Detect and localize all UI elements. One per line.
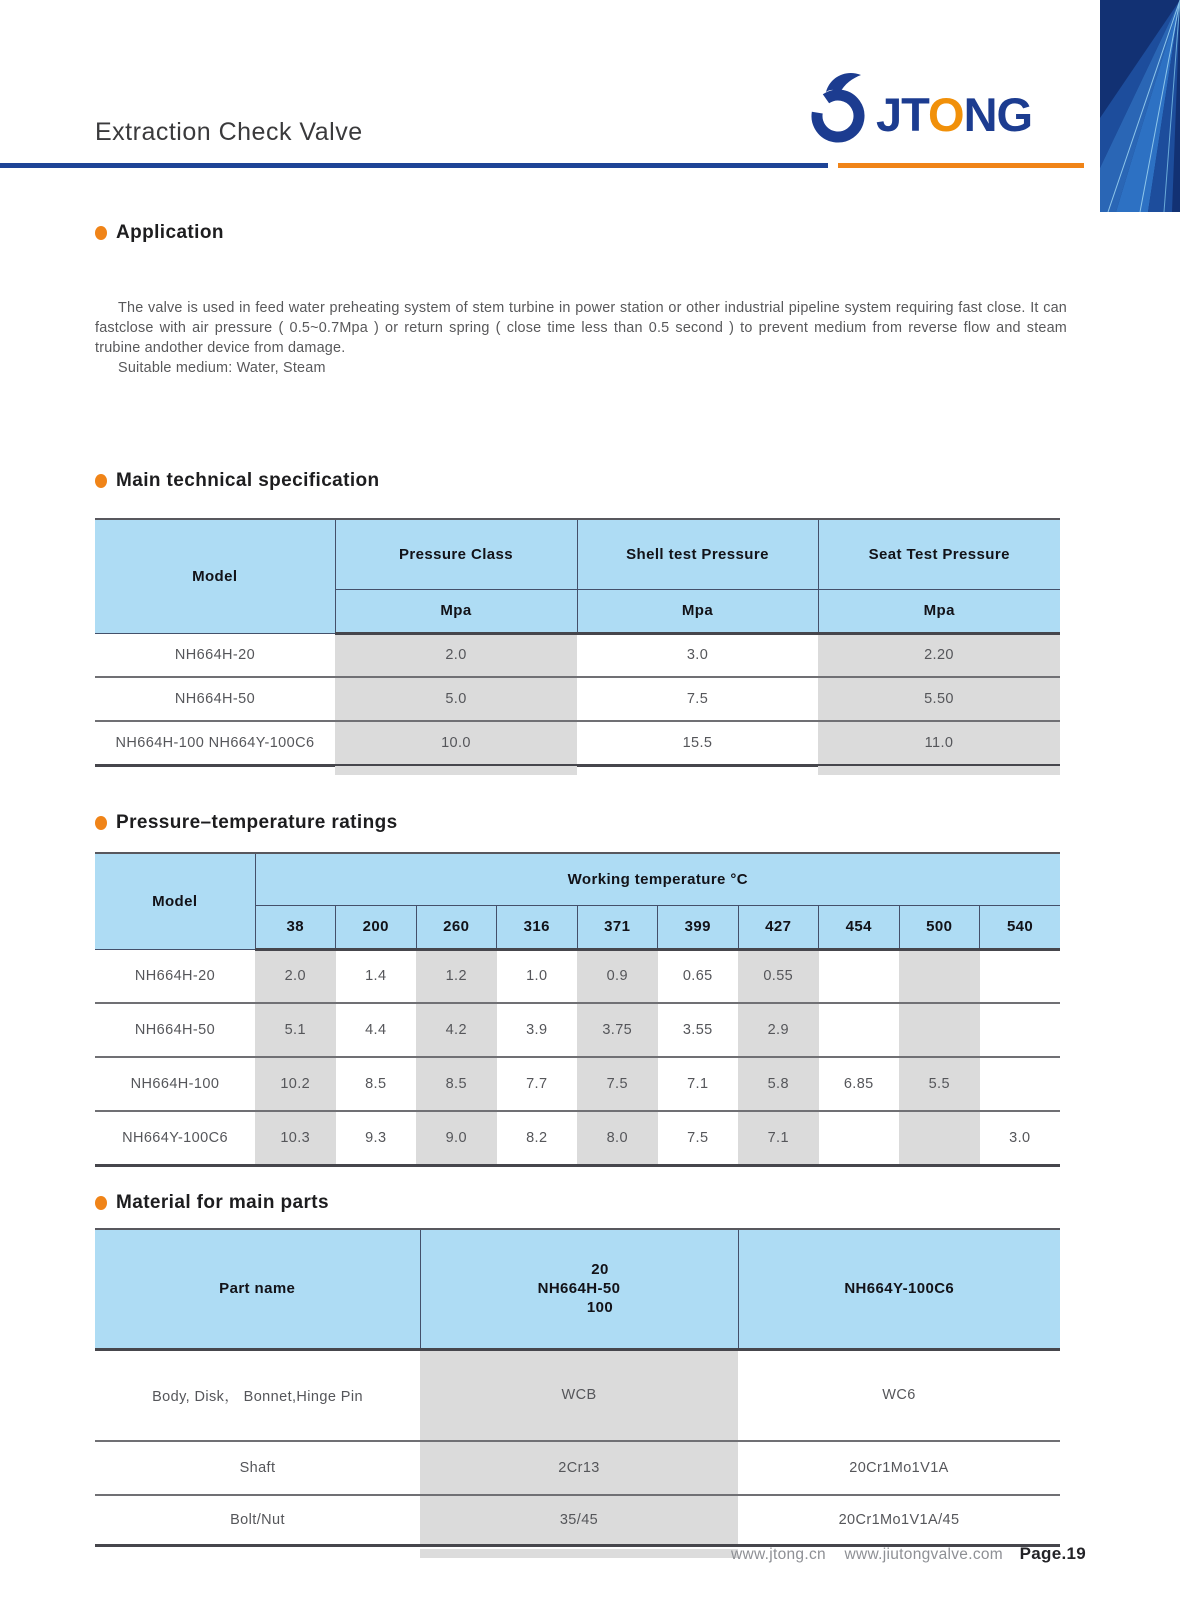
- table-cell: 3.75: [577, 1003, 658, 1057]
- pt-temp-header: 316: [497, 905, 578, 949]
- table-cell: 7.5: [577, 1057, 658, 1111]
- table-cell: 7.1: [738, 1111, 819, 1165]
- pt-table: [95, 852, 1060, 1167]
- brand-logo-text: [876, 87, 1033, 141]
- table-cell: 8.2: [497, 1111, 578, 1165]
- table-cell: 35/45: [420, 1495, 738, 1545]
- logo-o: O: [928, 87, 964, 141]
- material-table: [95, 1228, 1060, 1547]
- spec-unit-cell: Mpa: [818, 589, 1060, 633]
- table-cell: 2Cr13: [420, 1441, 738, 1495]
- table-cell: 3.0: [980, 1111, 1061, 1165]
- page-footer: [0, 1544, 1086, 1564]
- table-cell: 3.9: [497, 1003, 578, 1057]
- table-cell: 5.8: [738, 1057, 819, 1111]
- table-shadow: [335, 766, 577, 775]
- table-cell: [819, 1111, 900, 1165]
- table-cell: 9.3: [336, 1111, 417, 1165]
- table-cell: 1.0: [526, 968, 548, 985]
- section-heading-label: Application: [116, 222, 224, 243]
- spec-unit-cell: Mpa: [577, 589, 818, 633]
- section-heading-label: Main technical specification: [116, 470, 380, 491]
- table-cell: 4.4: [336, 1003, 417, 1057]
- material-header-line: 100: [586, 1299, 614, 1317]
- application-medium-line: Suitable medium: Water, Steam: [118, 360, 326, 376]
- logo-ng: NG: [963, 87, 1033, 141]
- section-heading-spec: [95, 470, 380, 492]
- corner-stripes-graphic: [1100, 0, 1180, 212]
- model-cell: NH664H-50: [95, 1003, 255, 1057]
- table-cell: 6.85: [819, 1057, 900, 1111]
- table-cell: [980, 1057, 1061, 1111]
- pt-temp-header: 371: [577, 905, 658, 949]
- table-cell: 3.0: [686, 647, 709, 664]
- table-cell: [899, 1111, 980, 1165]
- pt-temp-header: 399: [658, 905, 739, 949]
- pt-header-span: Working temperature °C: [255, 853, 1060, 905]
- table-cell: 8.0: [577, 1111, 658, 1165]
- table-cell: 2.0: [335, 633, 577, 677]
- swirl-logo-icon: [810, 68, 870, 146]
- model-cell: NH664H-20: [134, 967, 216, 984]
- table-cell: 2.0: [255, 949, 336, 1003]
- table-cell: 20Cr1Mo1V1A: [738, 1441, 1060, 1495]
- section-heading-application: [95, 222, 224, 244]
- material-header-part: Part name: [95, 1229, 420, 1349]
- material-header-nh664h: [420, 1229, 738, 1349]
- application-text: [95, 298, 1067, 378]
- table-cell: [819, 949, 900, 1003]
- table-cell: WC6: [882, 1387, 916, 1404]
- table-cell: 0.9: [577, 949, 658, 1003]
- table-cell: 1.4: [365, 968, 387, 985]
- table-cell: 15.5: [577, 721, 818, 765]
- page-number: Page.19: [1019, 1544, 1086, 1563]
- table-cell: [899, 949, 980, 1003]
- table-cell: 7.5: [577, 677, 818, 721]
- section-heading-label: Material for main parts: [116, 1192, 329, 1213]
- table-cell: 7.5: [658, 1111, 739, 1165]
- pt-temp-header: 38: [255, 905, 336, 949]
- material-header-line: 20: [591, 1261, 609, 1279]
- application-paragraph: The valve is used in feed water preheating system of stem turbine in power station or other industrial pipeline system requiring fast close. It can fastclose with air pressure ( 0.5~0.7Mpa ) or return spring ( close time less than 0.5 second ) to prevent medium from reverse flow and steam trubine andother device from damage.: [95, 300, 1067, 356]
- table-cell: 8.5: [336, 1057, 417, 1111]
- table-cell: 4.2: [416, 1003, 497, 1057]
- table-cell: 0.65: [682, 968, 713, 985]
- table-cell: 7.1: [658, 1057, 739, 1111]
- table-cell: 2.20: [818, 633, 1060, 677]
- table-cell: WCB: [420, 1349, 738, 1441]
- spec-header-model: Model: [95, 519, 335, 633]
- pt-temp-header: 540: [980, 905, 1061, 949]
- table-cell: 5.50: [818, 677, 1060, 721]
- model-cell: NH664H-50: [95, 677, 335, 721]
- pt-temp-header: 427: [738, 905, 819, 949]
- section-heading-label: Pressure–temperature ratings: [116, 812, 398, 833]
- footer-url-jiutongvalve[interactable]: www.jiutongvalve.com: [844, 1546, 1004, 1563]
- orange-bullet-icon: [95, 1196, 107, 1210]
- model-cell: NH664H-100: [95, 1057, 255, 1111]
- brand-logo: [810, 68, 1032, 146]
- table-cell: [980, 949, 1061, 1003]
- table-cell: 5.0: [335, 677, 577, 721]
- table-cell: 1.2: [416, 949, 497, 1003]
- table-cell: 11.0: [818, 721, 1060, 765]
- spec-header-col: Shell test Pressure: [577, 519, 818, 589]
- table-cell: [980, 1003, 1061, 1057]
- orange-bullet-icon: [95, 816, 107, 830]
- pt-temp-header: 454: [819, 905, 900, 949]
- pt-temp-header: 500: [899, 905, 980, 949]
- section-heading-material: [95, 1192, 329, 1214]
- spec-table: [95, 518, 1060, 767]
- orange-bullet-icon: [95, 474, 107, 488]
- model-cell: NH664Y-100C6: [95, 1111, 255, 1165]
- table-cell: [899, 1003, 980, 1057]
- spec-header-col: Pressure Class: [335, 519, 577, 589]
- table-cell: [819, 1003, 900, 1057]
- table-cell: 9.0: [416, 1111, 497, 1165]
- page-title: Extraction Check Valve: [95, 118, 363, 146]
- part-name-cell: Body, Disk， Bonnet,Hinge Pin: [152, 1388, 363, 1405]
- header-rule-blue: [0, 163, 828, 168]
- table-cell: 10.3: [255, 1111, 336, 1165]
- table-cell: 10.2: [255, 1057, 336, 1111]
- orange-bullet-icon: [95, 226, 107, 240]
- table-cell: 5.1: [255, 1003, 336, 1057]
- pt-temp-header: 260: [416, 905, 497, 949]
- pt-temp-header: 200: [336, 905, 417, 949]
- section-heading-pt: [95, 812, 398, 834]
- pt-header-model: Model: [95, 853, 255, 949]
- logo-jt: JT: [876, 87, 928, 141]
- table-cell: 20Cr1Mo1V1A/45: [738, 1495, 1060, 1545]
- table-cell: 8.5: [416, 1057, 497, 1111]
- header-rule-orange: [838, 163, 1084, 168]
- table-cell: 5.5: [899, 1057, 980, 1111]
- spec-header-col: Seat Test Pressure: [818, 519, 1060, 589]
- spec-unit-cell: Mpa: [335, 589, 577, 633]
- part-name-cell: Bolt/Nut: [95, 1495, 420, 1545]
- table-cell: 0.55: [738, 949, 819, 1003]
- table-shadow: [818, 766, 1060, 775]
- footer-url-jtong[interactable]: www.jtong.cn: [731, 1546, 826, 1563]
- part-name-cell: Shaft: [95, 1441, 420, 1495]
- model-cell: NH664H-20: [174, 646, 256, 663]
- material-header-nh664y: NH664Y-100C6: [738, 1229, 1060, 1349]
- table-cell: 10.0: [335, 721, 577, 765]
- material-header-line: NH664H-50: [537, 1280, 621, 1298]
- table-cell: 3.55: [658, 1003, 739, 1057]
- table-cell: 7.7: [497, 1057, 578, 1111]
- model-cell: NH664H-100 NH664Y-100C6: [95, 721, 335, 765]
- table-cell: 2.9: [738, 1003, 819, 1057]
